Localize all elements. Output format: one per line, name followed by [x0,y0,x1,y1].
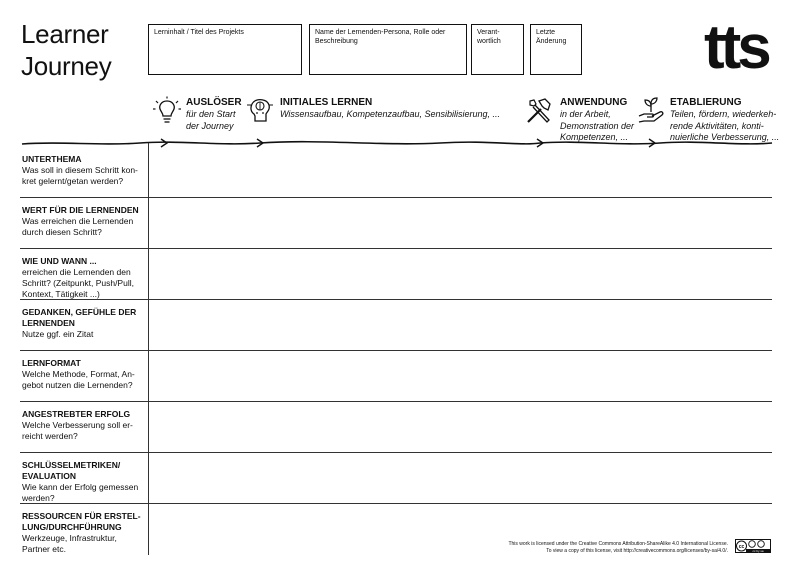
row-subtopic[interactable] [20,146,772,197]
hand-plant-icon [636,96,666,126]
row-thoughts[interactable] [20,299,772,350]
row-title: WIE UND WANN ... [22,256,97,266]
row-desc: Welche Verbesserung soll er-reicht werden? [22,420,133,441]
project-title-label: Lerninhalt / Titel des Projekts [154,29,244,36]
row-label [22,358,144,391]
page-title [21,18,111,82]
row-title: WERT FÜR DIE LERNENDEN [22,205,139,215]
project-title-field[interactable] [148,24,302,75]
license-line-2: To view a copy of this license, visit http://creativecommons.org/licenses/by-sa/4.0/. [546,547,728,554]
row-title: UNTERTHEMA [22,154,82,164]
cc-badge-text: cc by sa [752,549,764,553]
head-brain-icon [245,96,275,126]
phase-trigger-title: AUSLÖSER [186,97,242,108]
persona-label: Name der Lernenden-Persona, Rolle oder Beschreibung [315,29,446,45]
row-title: RESSOURCEN FÜR ERSTEL-LUNG/DURCHFÜHRUNG [22,511,141,532]
row-desc: Was erreichen die Lernenden durch diesen Schritt? [22,216,134,237]
persona-field[interactable] [309,24,467,75]
row-title: GEDANKEN, GEFÜHLE DER LERNENDEN [22,307,137,328]
license-text [468,541,728,554]
phase-trigger [186,97,246,132]
row-title: SCHLÜSSELMETRIKEN/ EVALUATION [22,460,121,481]
last-change-field[interactable] [530,24,582,75]
row-label [22,409,144,442]
phase-application-desc: in der Arbeit, Demonstration der Kompetenzen, ... [560,109,635,142]
row-label [22,460,144,504]
responsible-label: Verant-wortlich [477,29,501,45]
phase-initial-learning-desc: Wissensaufbau, Kompetenzaufbau, Sensibilisierung, ... [280,109,501,119]
row-label [22,154,144,187]
row-desc: Welche Methode, Format, An-gebot nutzen die Lernenden? [22,369,135,390]
svg-text:cc: cc [738,544,745,550]
row-value[interactable] [20,197,772,248]
row-label [22,256,144,300]
phase-establishment-title: ETABLIERUNG [670,97,742,108]
row-desc: Werkzeuge, Infrastruktur, Partner etc. [22,533,117,554]
row-label [22,205,144,238]
row-desc: erreichen die Lernenden den Schritt? (Zeitpunkt, Push/Pull, Kontext, Tätigkeit ...) [22,267,134,299]
tools-icon [524,96,554,126]
cc-by-sa-badge[interactable] [735,539,771,553]
row-desc: Wie kann der Erfolg gemessen werden? [22,482,139,503]
lightbulb-icon [152,96,182,126]
row-label [22,511,144,555]
responsible-field[interactable] [471,24,524,75]
title-line-2: Journey [21,51,112,81]
row-desc: Nutze ggf. ein Zitat [22,329,94,339]
row-desc: Was soll in diesem Schritt kon-kret gelernt/getan werden? [22,165,138,186]
phase-application-title: ANWENDUNG [560,97,628,108]
row-how-when[interactable] [20,248,772,299]
row-success[interactable] [20,401,772,452]
phase-trigger-desc: für den Start der Journey [186,109,236,131]
row-title: ANGESTREBTER ERFOLG [22,409,131,419]
phase-initial-learning [280,97,520,121]
row-label [22,307,144,340]
row-metrics[interactable] [20,452,772,503]
tts-logo: tts [704,13,768,82]
license-line-1: This work is licensed under the Creative Commons Attribution-ShareAlike 4.0 International License. [508,541,728,547]
phase-initial-learning-title: INITIALES LERNEN [280,97,373,108]
row-format[interactable] [20,350,772,401]
phase-establishment-desc: Teilen, fördern, wiederkeh-rende Aktivitäten, konti-nuierliche Verbesserung, ... [670,109,780,142]
last-change-label: Letzte Änderung [536,29,567,45]
row-title: LERNFORMAT [22,358,81,368]
title-line-1: Learner [21,19,109,49]
